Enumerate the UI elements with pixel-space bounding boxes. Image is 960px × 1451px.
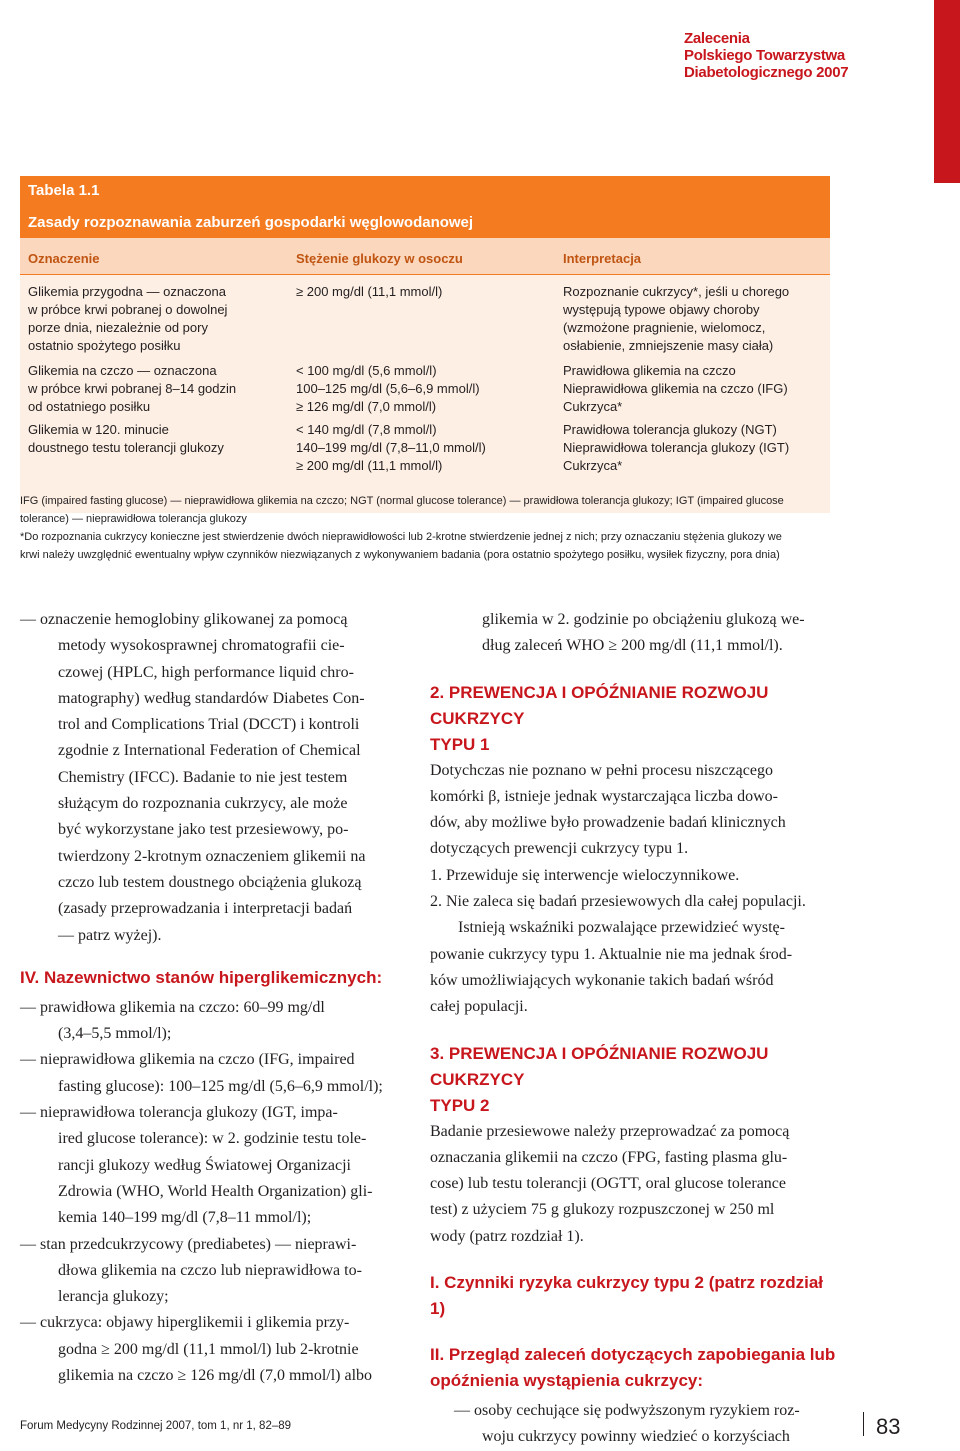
body-line: godna ≥ 200 mg/dl (11,1 mmol/l) lub 2-krotnie bbox=[58, 1340, 359, 1358]
footnote-line: IFG (impaired fasting glucose) — nieprawidłowa glikemia na czczo; NGT (normal glucose tolerance) — prawidłowa tolerancja glukozy; IGT (impaired glucose bbox=[20, 495, 784, 507]
table-cell-test bbox=[28, 362, 236, 416]
citation-footer: Forum Medycyny Rodzinnej 2007, tom 1, nr 1, 82–89 bbox=[20, 1420, 292, 1432]
body-line: 2. Nie zaleca się badań przesiewowych dla całej populacji. bbox=[430, 893, 806, 911]
cell-line: doustnego testu tolerancji glukozy bbox=[28, 440, 224, 455]
cell-line: ≥ 200 mg/dl (11,1 mmol/l) bbox=[296, 458, 443, 473]
page-number: 83 bbox=[876, 1414, 901, 1439]
cell-line: od ostatniego posiłku bbox=[28, 399, 151, 414]
body-line: dotyczących prewencji cukrzycy typu 1. bbox=[430, 840, 689, 858]
body-line: całej populacji. bbox=[430, 998, 528, 1016]
cell-line: Prawidłowa tolerancja glukozy (NGT) bbox=[563, 422, 777, 437]
cell-line: porze dnia, niezależnie od pory bbox=[28, 320, 208, 335]
cell-line: < 100 mg/dl (5,6 mmol/l) bbox=[296, 363, 437, 378]
body-line: fasting glucose): 100–125 mg/dl (5,6–6,9 mmol/l); bbox=[58, 1077, 383, 1095]
cell-line: w próbce krwi pobranej 8–14 godzin bbox=[28, 381, 237, 396]
body-line: test) z użyciem 75 g glukozy rozpuszczonej w 250 ml bbox=[430, 1201, 775, 1219]
header-line: Diabetologicznego 2007 bbox=[684, 64, 849, 81]
body-line: komórki β, istnieje jednak wystarczająca liczba dowo- bbox=[430, 787, 779, 805]
body-line: — cukrzyca: objawy hiperglikemii i glikemia przy- bbox=[20, 1314, 350, 1332]
cell-line: Glikemia przygodna — oznaczona bbox=[28, 284, 226, 299]
cell-line: Cukrzyca* bbox=[563, 399, 623, 414]
body-line: 1. Przewiduje się interwencje wieloczynnikowe. bbox=[430, 866, 740, 884]
cell-line: Prawidłowa glikemia na czczo bbox=[563, 363, 736, 378]
column-header-value: Stężenie glukozy w osoczu bbox=[296, 251, 463, 266]
body-line: — patrz wyżej). bbox=[58, 926, 162, 944]
heading-line: II. Przegląd zaleceń dotyczących zapobiegania lub bbox=[430, 1345, 836, 1365]
body-line: — prawidłowa glikemia na czczo: 60–99 mg/dl bbox=[20, 998, 325, 1016]
body-line: — stan przedcukrzycowy (prediabetes) — nieprawi- bbox=[20, 1235, 357, 1253]
table-cell-value bbox=[296, 283, 442, 301]
table-cell-interpretation bbox=[563, 283, 789, 355]
cell-line: < 140 mg/dl (7,8 mmol/l) bbox=[296, 422, 437, 437]
header-line: Zalecenia bbox=[684, 30, 750, 47]
body-line: twierdzony 2-krotnym oznaczeniem glikemii na bbox=[58, 847, 366, 865]
table-cell-test bbox=[28, 421, 224, 457]
cell-line: w próbce krwi pobranej o dowolnej bbox=[28, 302, 228, 317]
body-line: czowej (HPLC, high performance liquid chro- bbox=[58, 663, 354, 681]
cell-line: Nieprawidłowa glikemia na czczo (IFG) bbox=[563, 381, 788, 396]
body-line: być wykorzystane jako test przesiewowy, po- bbox=[58, 821, 349, 839]
body-line: — nieprawidłowa glikemia na czczo (IFG, impaired bbox=[20, 1051, 355, 1069]
column-header-test: Oznaczenie bbox=[28, 251, 100, 266]
journal-header bbox=[684, 30, 924, 81]
body-line: (3,4–5,5 mmol/l); bbox=[58, 1025, 172, 1043]
cell-line: ≥ 126 mg/dl (7,0 mmol/l) bbox=[296, 399, 437, 414]
cell-line: ostatnio spożytego posiłku bbox=[28, 338, 181, 353]
decorative-red-bar bbox=[934, 0, 960, 183]
body-line: Istnieją wskaźniki pozwalające przewidzieć wystę- bbox=[458, 919, 785, 937]
section-heading-3 bbox=[430, 1041, 840, 1119]
body-line: cose) lub testu tolerancji (OGTT, oral glucose tolerance bbox=[430, 1175, 787, 1193]
body-line: trol and Complications Trial (DCCT) i kontroli bbox=[58, 716, 360, 734]
section-heading-ii bbox=[430, 1342, 840, 1394]
body-line: glikemia na czczo ≥ 126 mg/dl (7,0 mmol/l) albo bbox=[58, 1367, 373, 1385]
cell-line: osłabienie, zmniejszenie masy ciała) bbox=[563, 338, 774, 353]
body-line: powanie cukrzycy typu 1. Aktualnie nie ma jednak środ- bbox=[430, 945, 793, 963]
cell-line: ≥ 200 mg/dl (11,1 mmol/l) bbox=[296, 284, 443, 299]
table-cell-interpretation bbox=[563, 421, 789, 475]
footnote-line: krwi należy uwzględnić ewentualny wpływ czynników niezwiązanych z wykonywaniem badania (pora ostatnio spożytego posiłku, wysiłek fizyczny, pora dnia) bbox=[20, 549, 780, 561]
body-line: (zasady przeprowadzania i interpretacji badań bbox=[58, 900, 353, 918]
cell-line: Rozpoznanie cukrzycy*, jeśli u chorego bbox=[563, 284, 790, 299]
body-line: wody (patrz rozdział 1). bbox=[430, 1227, 584, 1245]
body-line: — nieprawidłowa tolerancja glukozy (IGT, impa- bbox=[20, 1104, 338, 1122]
table-cell-interpretation bbox=[563, 362, 788, 416]
body-line: Dotychczas nie poznano w pełni procesu niszczącego bbox=[430, 761, 773, 779]
left-column bbox=[20, 607, 410, 1389]
heading-line: 2. PREWENCJA I OPÓŹNIANIE ROZWOJU CUKRZYCY bbox=[430, 682, 769, 728]
table-cell-test bbox=[28, 283, 227, 355]
cell-line: Glikemia w 120. minucie bbox=[28, 422, 169, 437]
heading-line: TYPU 2 bbox=[430, 1095, 490, 1115]
table-footnotes bbox=[20, 492, 838, 564]
body-line: dłowa glikemia na czczo lub nieprawidłowa to- bbox=[58, 1261, 362, 1279]
body-line: służącym do rozpoznania cukrzycy, ale może bbox=[58, 795, 348, 813]
body-line: ired glucose tolerance): w 2. godzinie testu tole- bbox=[58, 1130, 367, 1148]
body-line: woju cukrzycy powinny wiedzieć o korzyściach bbox=[482, 1428, 790, 1446]
cell-line: Cukrzyca* bbox=[563, 458, 623, 473]
body-line: ków umożliwiających wykonanie takich badań wśród bbox=[430, 971, 774, 989]
body-line: czczo lub testem doustnego obciążenia glukozą bbox=[58, 873, 362, 891]
table-cell-value bbox=[296, 362, 480, 416]
body-line: kemia 140–199 mg/dl (7,8–11 mmol/l); bbox=[58, 1209, 312, 1227]
diagnosis-table bbox=[20, 176, 830, 513]
column-header-interpretation: Interpretacja bbox=[563, 251, 642, 266]
body-line: glikemia w 2. godzinie po obciążeniu glukozą we- bbox=[482, 611, 805, 628]
cell-line: (wzmożone pragnienie, wielomocz, bbox=[563, 320, 766, 335]
footnote-line: tolerance) — nieprawidłowa tolerancja glukozy bbox=[20, 513, 247, 525]
body-line: metody wysokosprawnej chromatografii cie- bbox=[58, 637, 345, 655]
heading-line: 3. PREWENCJA I OPÓŹNIANIE ROZWOJU CUKRZYCY bbox=[430, 1043, 769, 1089]
body-line: — oznaczenie hemoglobiny glikowanej za pomocą bbox=[20, 611, 348, 628]
body-line: Badanie przesiewowe należy przeprowadzać za pomocą bbox=[430, 1122, 790, 1140]
table-body bbox=[20, 275, 830, 513]
heading-line: TYPU 1 bbox=[430, 734, 490, 754]
body-line: Zdrowia (WHO, World Health Organization) gli- bbox=[58, 1182, 373, 1200]
cell-line: Nieprawidłowa tolerancja glukozy (IGT) bbox=[563, 440, 790, 455]
footnote-line: *Do rozpoznania cukrzycy konieczne jest stwierdzenie dwóch nieprawidłowości lub 2-krotne stwierdzenie jednej z nich; przy oznaczaniu stężenia glukozy we bbox=[20, 531, 782, 543]
body-line: — osoby cechujące się podwyższonym ryzykiem roz- bbox=[454, 1402, 800, 1420]
heading-line: opóźnienia wystąpienia cukrzycy: bbox=[430, 1371, 704, 1391]
table-title: Zasady rozpoznawania zaburzeń gospodarki węglowodanowej bbox=[28, 214, 474, 231]
cell-line: Glikemia na czczo — oznaczona bbox=[28, 363, 217, 378]
body-line: zgodnie z International Federation of Chemical bbox=[58, 742, 361, 760]
body-line: dług zaleceń WHO ≥ 200 mg/dl (11,1 mmol/l). bbox=[482, 637, 783, 655]
table-column-headers bbox=[20, 238, 830, 275]
body-line: dów, aby możliwe było prowadzenie badań klinicznych bbox=[430, 814, 786, 832]
body-line: Chemistry (IFCC). Badanie to nie jest testem bbox=[58, 768, 348, 786]
body-line: oznaczania glikemii na czczo (FPG, fasting plasma glu- bbox=[430, 1148, 788, 1166]
table-label: Tabela 1.1 bbox=[28, 182, 100, 199]
section-heading-2 bbox=[430, 680, 840, 758]
table-header bbox=[20, 176, 830, 238]
body-line: lerancja glukozy; bbox=[58, 1288, 169, 1306]
cell-line: 140–199 mg/dl (7,8–11,0 mmol/l) bbox=[296, 440, 486, 455]
section-heading-i: I. Czynniki ryzyka cukrzycy typu 2 (patrz rozdział 1) bbox=[430, 1273, 824, 1319]
section-heading-iv: IV. Nazewnictwo stanów hiperglikemicznych: bbox=[20, 967, 383, 987]
right-column bbox=[430, 607, 840, 1451]
header-line: Polskiego Towarzystwa bbox=[684, 47, 845, 64]
cell-line: występują typowe objawy choroby bbox=[563, 302, 760, 317]
page-number-divider bbox=[863, 1412, 864, 1436]
body-line: matography) według standardów Diabetes Con- bbox=[58, 689, 365, 707]
table-cell-value bbox=[296, 421, 486, 475]
cell-line: 100–125 mg/dl (5,6–6,9 mmol/l) bbox=[296, 381, 480, 396]
body-line: rancji glukozy według Światowej Organizacji bbox=[58, 1156, 351, 1174]
